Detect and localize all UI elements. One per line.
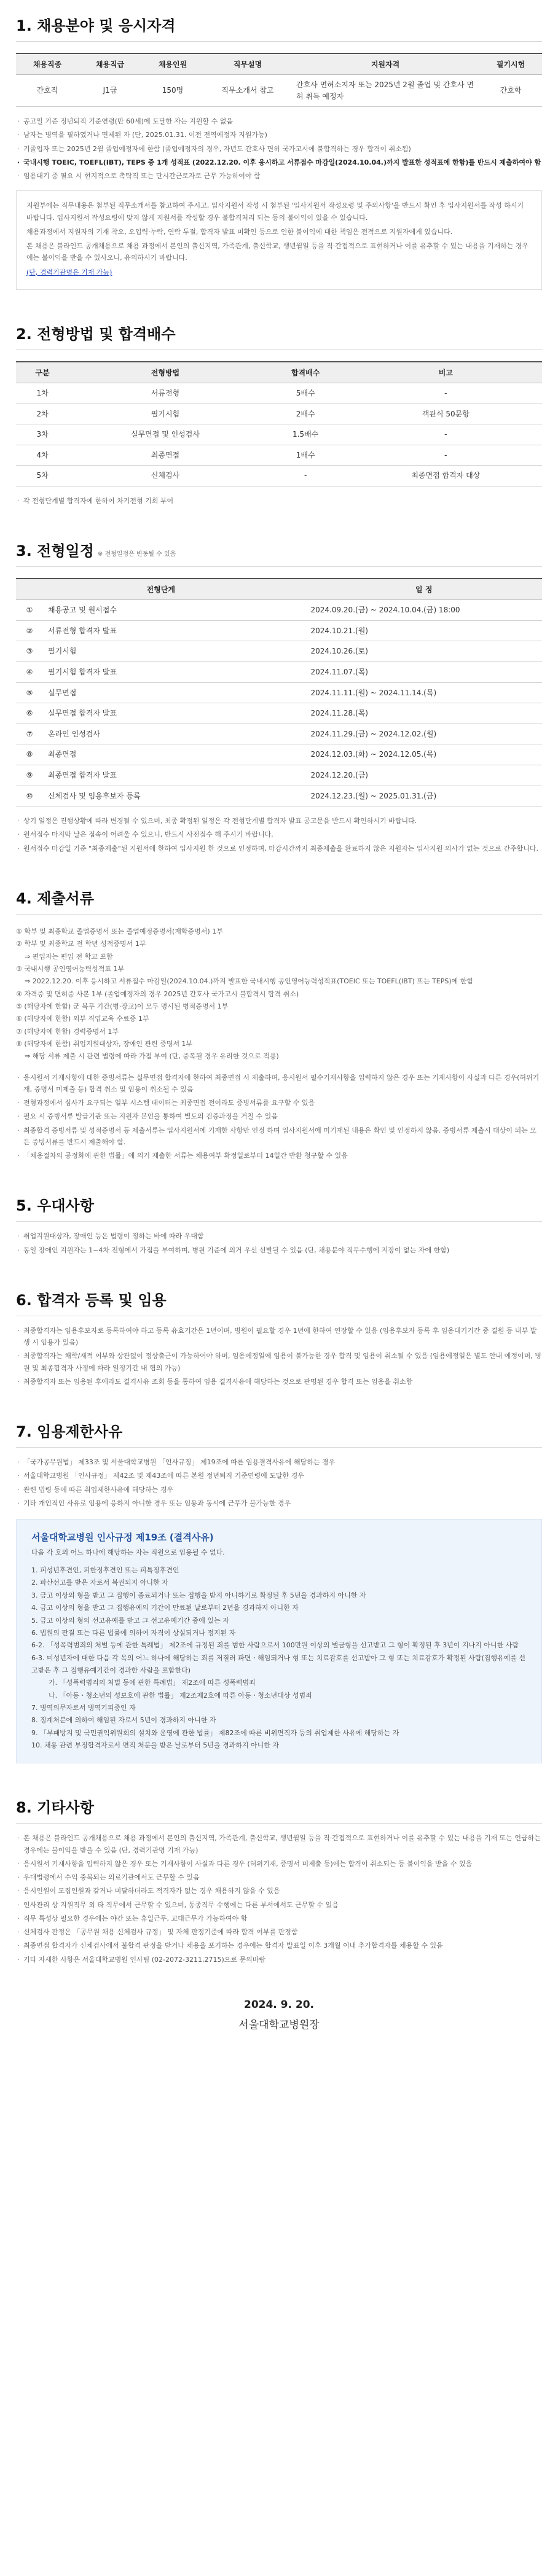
list-item: · 국내시행 TOEIC, TOEFL(IBT), TEPS 중 1개 성적표 (2022.12.20. 이후 응시하고 서류접수 마감일(2024.10.04.)까지 발표한 성적표에 한함)를 반드시 제출하여야 함 <box>16 157 542 168</box>
rule-item: 8. 징계처분에 의하여 해임된 자로서 5년이 경과하지 아니한 자 <box>31 1716 216 1725</box>
table-cell: 서류전형 <box>69 383 261 404</box>
caution-text: 본 채용은 블라인드 공개채용으로 채용 과정에서 본인의 출신지역, 가족관계, 출신학교, 생년월일 등을 직·간접적으로 표현하거나 이를 유추할 수 있는 내용을 기재하는 경우에는 불이익을 받을 수 있사오니, 유의하시기 바랍니다. <box>26 242 529 262</box>
table-cell: 필기시험 <box>69 404 261 424</box>
step-number: ⑤ <box>16 682 43 703</box>
step-number: ⑨ <box>16 765 43 786</box>
table-cell: 간호사 면허소지자 또는 2025년 2월 졸업 및 간호사 면허 취득 예정자 <box>291 75 479 107</box>
list-item: · 서울대학교병원 「인사규정」 제42조 및 제43조에 따른 본원 정년퇴직 기준연령에 도달한 경우 <box>16 1470 542 1481</box>
table-cell: 신체검사 <box>69 466 261 486</box>
list-item: · 최종합격 증빙서류 및 성적증명서 등 제출서류는 입사지원서에 기재한 사항만 인정 하며 입사지원서에 미기재된 내용은 확인 및 인정하지 않음. 증빙서류 제출시 대상이 되는 모든 증빙서류를 반드시 제출해야 함. <box>16 1125 542 1149</box>
section-other <box>0 1782 558 1965</box>
list-item: · 최종합격자는 채학/재적 여부와 상관없이 정상출근이 가능하여야 하며, 임용예정일에 임용이 불가능한 경우 합격 및 임용이 취소될 수 있음 (임용예정일은 별도 안내 예정이며, 병원 및 최종합격자 사정에 따라 일정기간 내 협의 가능) <box>16 1350 542 1374</box>
rule-item: 1. 피성년후견인, 피한정후견인 또는 피특정후견인 <box>31 1566 179 1575</box>
caution-text: (단, 경력기관명은 기재 가능) <box>26 268 112 276</box>
list-item: · 기타 자세한 사항은 서울대학교병원 인사팀 (02-2072-3211,2715)으로 문의바람 <box>16 1954 542 1965</box>
list-item: · 원서접수 마지막 날은 접속이 어려울 수 있으니, 반드시 사전접수 해 주시기 바랍니다. <box>16 829 542 840</box>
document-item: ③ 국내시행 공인영어능력성적표 1부 <box>16 964 125 973</box>
table-header: 일 정 <box>305 579 542 600</box>
list-item: · 신체검사 판정은 「공무원 채용 신체검사 규정」 및 자체 판정기준에 따라 합격 여부를 판정함 <box>16 1926 542 1938</box>
step-name: 실무면접 <box>43 682 305 703</box>
table-cell: - <box>350 383 542 404</box>
step-number: ⑧ <box>16 744 43 765</box>
table-cell: - <box>262 466 350 486</box>
list-item: · 전형과정에서 심사가 요구되는 일부 시스템 데이터는 최종면접 전이라도 증빙서류를 요구할 수 있음 <box>16 1097 542 1109</box>
notice-date: 2024. 9. 20. <box>243 1998 314 2011</box>
table-header: 채용직급 <box>79 53 141 75</box>
step-date: 2024.10.21.(월) <box>305 620 542 641</box>
section-schedule <box>0 525 558 854</box>
table-row <box>16 724 542 744</box>
step-date: 2024.09.20.(금) ~ 2024.10.04.(금) 18:00 <box>305 600 542 621</box>
table-cell: 직무소개서 참고 <box>204 75 291 107</box>
section-restrictions <box>0 1406 558 1763</box>
list-item: · 기타 개인적인 사유로 임용에 응하지 아니한 경우 또는 임용과 동시에 근무가 불가능한 경우 <box>16 1497 542 1509</box>
table-header: 지원자격 <box>291 53 479 75</box>
caution-text: 지원부에는 직무내용은 첨부된 직무소개서를 참고하여 주시고, 입사지원서 작성 시 첨부된 '입사지원서 작성요령 및 주의사항'을 반드시 확인 후 입사지원서를 작성 하시기 바랍니다. 입사지원서 작성요령에 맞지 않게 지원서를 작성할 경우 불합격처리 되는 등의 불이익이 있을 수 있습니다. <box>26 201 524 222</box>
list-item: · 응시원서 기재사항을 입력하지 않은 경우 또는 기재사항이 사실과 다른 경우 (허위기재, 증명서 미제출 등)에는 합격이 취소되는 등 불이익을 받을 수 있음 <box>16 1858 542 1870</box>
table-cell: 1차 <box>16 383 69 404</box>
section-title: 1. 채용분야 및 응시자격 <box>16 0 542 42</box>
step-number: ④ <box>16 662 43 682</box>
document-item: ⇒ 편입자는 편입 전 학교 포함 <box>25 952 113 961</box>
rule-item: 6. 법원의 판결 또는 다른 법률에 의하여 자격이 상실되거나 정지된 자 <box>31 1628 236 1637</box>
notice-footer <box>0 1999 558 2031</box>
restriction-notes <box>16 1456 542 1509</box>
list-item: · 기졸업자 또는 2025년 2월 졸업예정자에 한함 (졸업예정자의 경우, 자년도 간호사 면허 국가고시에 불합격하는 경우 합격이 취소됨) <box>16 143 542 155</box>
section-eligibility <box>0 0 558 290</box>
list-item: · 응시인원이 모집인원과 같거나 미달하더라도 적격자가 없는 경우 채용하지 않을 수 있음 <box>16 1885 542 1897</box>
section-title: 8. 기타사항 <box>16 1782 542 1824</box>
selection-notes <box>16 495 542 507</box>
rule-items <box>31 1564 527 1752</box>
rule-item: 3. 금고 이상의 형을 받고 그 집행이 종료되거나 또는 집행을 받지 아니하기로 확정된 후 5년을 경과하지 아니한 자 <box>31 1591 366 1599</box>
list-item: · 직무 특성상 필요한 경우에는 야간 또는 휴일근무, 교대근무가 가능하여야 함 <box>16 1913 542 1924</box>
step-date: 2024.11.07.(목) <box>305 662 542 682</box>
table-header: 구분 <box>16 362 69 383</box>
table-cell: 1.5배수 <box>262 424 350 445</box>
list-item: · 인사관리 상 지원직무 외 타 직무에서 근무할 수 있으며, 동종직무 수행에는 다른 부서에서도 근무할 수 있음 <box>16 1899 542 1911</box>
list-item: · 남자는 병역을 필하였거나 면제된 자 (단, 2025.01.31. 이전 전역예정자 지원가능) <box>16 129 542 141</box>
step-number: ⑩ <box>16 786 43 806</box>
document-list <box>16 926 542 1063</box>
preference-notes <box>16 1230 542 1256</box>
section-preferences <box>0 1180 558 1256</box>
section-selection-method <box>0 308 558 507</box>
rule-item: 10. 채용 관련 부정합격자로서 면직 처분을 받은 날로부터 5년을 경과하지 아니한 자 <box>31 1741 279 1749</box>
section-registration <box>0 1274 558 1388</box>
table-header: 직무설명 <box>204 53 291 75</box>
step-number: ⑥ <box>16 703 43 724</box>
list-item: · 원서접수 마감일 기준 "최종제출"된 지원서에 한하여 입사지원 한 것으로 인정하며, 마감시간까지 최종제출을 완료하지 않은 지원자는 입사지원 의사가 없는 것으로 간주합니다. <box>16 843 542 854</box>
issuing-organization: 서울대학교병원장 <box>238 2018 320 2031</box>
table-cell: 150명 <box>141 75 204 107</box>
table-cell: 최종면접 합격자 대상 <box>350 466 542 486</box>
table-cell: 4차 <box>16 445 69 466</box>
list-item: · 「국가공무원법」 제33조 및 서울대학교병원 「인사규정」 제19조에 따른 임용결격사유에 해당하는 경우 <box>16 1456 542 1468</box>
table-cell: - <box>350 424 542 445</box>
application-caution-box <box>16 190 542 290</box>
step-name: 필기시험 합격자 발표 <box>43 662 305 682</box>
list-item: · 「채용절차의 공정화에 관한 법률」에 의거 제출한 서류는 채용여부 확정일로부터 14일간 반환 청구할 수 있음 <box>16 1150 542 1161</box>
section-title: 7. 임용제한사유 <box>16 1406 542 1448</box>
table-header: 비고 <box>350 362 542 383</box>
rule-item: 나. 「아동ㆍ청소년의 성보호에 관한 법률」 제2조제2호에 따른 아동ㆍ청소년대상 성범죄 <box>49 1691 312 1700</box>
table-row <box>16 75 542 107</box>
document-item: ⑧ (해당자에 한함) 취업지원대상자, 장애인 관련 증명서 1부 <box>16 1039 193 1048</box>
table-row <box>16 424 542 445</box>
section-title-text: 3. 전형일정 <box>16 542 94 560</box>
document-notes <box>16 1072 542 1162</box>
rule-item: 7. 병역의무자로서 병역기피중인 자 <box>31 1703 136 1712</box>
registration-notes <box>16 1325 542 1388</box>
step-name: 최종면접 <box>43 744 305 765</box>
table-cell: 2배수 <box>262 404 350 424</box>
table-row <box>16 662 542 682</box>
table-cell: 객관식 50문항 <box>350 404 542 424</box>
list-item: · 동일 장애인 지원자는 1~4차 전형에서 가점을 부여하며, 병원 기준에 의거 우선 선발될 수 있음 (단, 채용분야 직무수행에 지장이 없는 자에 한함) <box>16 1244 542 1256</box>
list-item: · 상기 일정은 진행상황에 따라 변경될 수 있으며, 최종 확정된 일정은 각 전형단계별 합격자 발표 공고문을 반드시 확인하시기 바랍니다. <box>16 815 542 827</box>
table-cell: 간호학 <box>479 75 542 107</box>
document-item: ④ 자격증 및 면허증 사본 1부 (졸업예정자의 경우 2025년 간호사 국가고시 불합격시 합격 취소) <box>16 989 299 998</box>
table-row <box>16 445 542 466</box>
list-item: · 최종합격자는 임용후보자로 등록하여야 하고 등록 유효기간은 1년이며, 병원이 필요할 경우 1년에 한하여 연장할 수 있음 (임용후보자 등록 후 임용대기기간 중 결원 등 내부 발생 시 임용가 있음) <box>16 1325 542 1349</box>
table-row <box>16 466 542 486</box>
eligibility-table <box>16 53 542 107</box>
list-item: · 공고일 기준 정년퇴직 기준연령(만 60세)에 도달한 자는 지원할 수 없음 <box>16 115 542 127</box>
step-number: ③ <box>16 641 43 662</box>
table-header: 합격배수 <box>262 362 350 383</box>
table-header: 필기시험 <box>479 53 542 75</box>
step-number: ⑦ <box>16 724 43 744</box>
section-title: 2. 전형방법 및 합격배수 <box>16 308 542 350</box>
step-number: ② <box>16 620 43 641</box>
table-cell: J1급 <box>79 75 141 107</box>
rule-item: 2. 파산선고를 받은 자로서 복권되지 아니한 자 <box>31 1579 168 1587</box>
document-item: ⑤ (해당자에 한함) 군 복무 기간(병·장교)이 모두 명시된 병적증명서 1부 <box>16 1002 229 1010</box>
step-name: 실무면접 합격자 발표 <box>43 703 305 724</box>
step-name: 온라인 인성검사 <box>43 724 305 744</box>
document-item: ⑦ (해당자에 한함) 경력증명서 1부 <box>16 1027 119 1036</box>
table-header: 채용직종 <box>16 53 79 75</box>
rule-item: 5. 금고 이상의 형의 선고유예를 받고 그 선고유예기간 중에 있는 자 <box>31 1616 229 1625</box>
disqualification-rule-box <box>16 1519 542 1763</box>
step-name: 채용공고 및 원서접수 <box>43 600 305 621</box>
document-item: ① 학부 및 최종학교 졸업증명서 또는 졸업예정증명서(재학증명서) 1부 <box>16 927 223 935</box>
table-row <box>16 620 542 641</box>
rule-item: 9. 「부패방지 및 국민권익위원회의 설치와 운영에 관한 법률」 제82조에 따른 비위면직자 등의 취업제한 사유에 해당하는 자 <box>31 1728 399 1737</box>
list-item: · 취업지원대상자, 장애인 등은 법령이 정하는 바에 따라 우대함 <box>16 1230 542 1242</box>
list-item: · 최종면접 합격자가 신체검사에서 불합격 판정을 받거나 채용을 포기하는 경우에는 합격자 발표일 이후 3개월 이내 추가합격자를 채용할 수 있음 <box>16 1940 542 1951</box>
list-item: · 본 채용은 블라인드 공개채용으로 채용 과정에서 본인의 출신지역, 가족관계, 출신학교, 생년월일 등을 직·간접적으로 표현하거나 이를 유추할 수 있는 내용을 기재 또는 언급하는 경우에는 불이익을 받을 수 있음 (단, 경력기관명 기재 가능) <box>16 1832 542 1856</box>
table-row <box>16 682 542 703</box>
other-notes <box>16 1832 542 1965</box>
list-item: · 각 전형단계별 합격자에 한하여 차기전형 기회 부여 <box>16 495 542 507</box>
step-name: 필기시험 <box>43 641 305 662</box>
list-item: · 필요 시 증빙서류 발급기관 또는 지원자 본인을 통하여 별도의 검증과정을 거칠 수 있음 <box>16 1110 542 1122</box>
rule-item: 6-3. 미성년자에 대한 다음 각 목의 어느 하나에 해당하는 죄를 저질러 파면ㆍ해임되거나 형 또는 치료감호를 선고받아 그 형 또는 치료감호가 확정된 사람(집행유예를 선고받은 후 그 집행유예기간이 경과한 사람을 포함한다) <box>31 1653 525 1674</box>
section-documents <box>0 873 558 1162</box>
step-date: 2024.11.29.(금) ~ 2024.12.02.(월) <box>305 724 542 744</box>
document-item: ② 학부 및 최종학교 전 학년 성적증명서 1부 <box>16 940 146 948</box>
schedule-table <box>16 578 542 806</box>
section-title <box>16 525 542 567</box>
table-header: 전형단계 <box>16 579 305 600</box>
document-item: ⑥ (해당자에 한함) 외부 직업교육 수료증 1부 <box>16 1015 149 1023</box>
table-cell: 1배수 <box>262 445 350 466</box>
step-name: 최종면접 합격자 발표 <box>43 765 305 786</box>
list-item: · 임용대기 중 필요 시 현지적으로 촉탁직 또는 단시간근로자로 근무 가능하여야 함 <box>16 170 542 182</box>
schedule-notes <box>16 815 542 854</box>
section-title: 5. 우대사항 <box>16 1180 542 1222</box>
rule-lead: 다음 각 호의 어느 하나에 해당하는 자는 직원으로 임용될 수 없다. <box>31 1548 225 1557</box>
table-header: 전형방법 <box>69 362 261 383</box>
table-row <box>16 765 542 786</box>
step-date: 2024.12.20.(금) <box>305 765 542 786</box>
schedule-change-note: ※ 전형일정은 변동될 수 있음 <box>97 551 176 558</box>
table-row <box>16 404 542 424</box>
step-name: 서류전형 합격자 발표 <box>43 620 305 641</box>
table-row <box>16 786 542 806</box>
rule-item: 6-2. 「성폭력범죄의 처벌 등에 관한 특례법」 제2조에 규정된 죄를 범한 사람으로서 100만원 이상의 벌금형을 선고받고 그 형이 확정된 후 3년이 지나지 아니한 사람 <box>31 1641 519 1650</box>
step-number: ① <box>16 600 43 621</box>
rule-item: 4. 금고 이상의 형을 받고 그 집행유예의 기간이 만료된 날로부터 2년을 경과하지 아니한 자 <box>31 1604 299 1612</box>
section-title: 6. 합격자 등록 및 임용 <box>16 1274 542 1316</box>
table-cell: - <box>350 445 542 466</box>
table-row <box>16 383 542 404</box>
table-cell: 2차 <box>16 404 69 424</box>
step-date: 2024.11.11.(월) ~ 2024.11.14.(목) <box>305 682 542 703</box>
table-row <box>16 744 542 765</box>
table-cell: 5배수 <box>262 383 350 404</box>
step-date: 2024.11.28.(목) <box>305 703 542 724</box>
document-item: ⇒ 2022.12.20. 이후 응시하고 서류접수 마감일(2024.10.04.)까지 발표한 국내시행 공인영어능력성적표(TOEIC 또는 TOEFL(IBT) 또는 TEPS)에 한함 <box>25 977 473 986</box>
step-date: 2024.10.26.(토) <box>305 641 542 662</box>
selection-table <box>16 361 542 486</box>
section-title: 4. 제출서류 <box>16 873 542 915</box>
table-row <box>16 641 542 662</box>
step-name: 신체검사 및 임용후보자 등록 <box>43 786 305 806</box>
table-cell: 최종면접 <box>69 445 261 466</box>
eligibility-notes <box>16 115 542 182</box>
table-row <box>16 703 542 724</box>
rule-item: 가. 「성폭력범죄의 처벌 등에 관한 특례법」 제2조에 따른 성폭력범죄 <box>49 1679 256 1687</box>
table-cell: 3차 <box>16 424 69 445</box>
table-cell: 5차 <box>16 466 69 486</box>
list-item: · 관련 법령 등에 따른 취업제한사유에 해당하는 경우 <box>16 1484 542 1496</box>
list-item: · 우대법령에서 수익 중복되는 의료기관에서도 근무할 수 있음 <box>16 1872 542 1883</box>
list-item: · 응시원서 기재사항에 대한 증빙서류는 실무면접 합격자에 한하여 최종면접 시 제출하며, 응시원서 필수기재사항을 입력하지 않은 경우 또는 기재사항이 사실과 다른 경우(허위기재, 증명서 미제출 등) 합격 취소 및 임용이 취소될 수 있음 <box>16 1072 542 1096</box>
list-item: · 최종합격자 또는 임용된 후에라도 결격사유 조회 등을 통하여 임용 결격사유에 해당하는 것으로 판명된 경우 합격 또는 임용을 취소함 <box>16 1376 542 1388</box>
table-cell: 실무면접 및 인성검사 <box>69 424 261 445</box>
table-header: 채용인원 <box>141 53 204 75</box>
table-cell: 간호직 <box>16 75 79 107</box>
step-date: 2024.12.03.(화) ~ 2024.12.05.(목) <box>305 744 542 765</box>
rule-title: 서울대학교병원 인사규정 제19조 (결격사유) <box>31 1532 214 1544</box>
document-item: ⇒ 해당 서류 제출 시 관련 법령에 따라 가점 부여 (단, 중복될 경우 유리한 것으로 적용) <box>25 1052 279 1061</box>
caution-text: 채용과정에서 지원자의 기재 착오, 오입력·누락, 연락 두절, 합격자 발표 미확인 등으로 인한 불이익에 대한 책임은 전적으로 지원자에게 있습니다. <box>26 227 453 236</box>
table-row <box>16 600 542 621</box>
step-date: 2024.12.23.(월) ~ 2025.01.31.(금) <box>305 786 542 806</box>
